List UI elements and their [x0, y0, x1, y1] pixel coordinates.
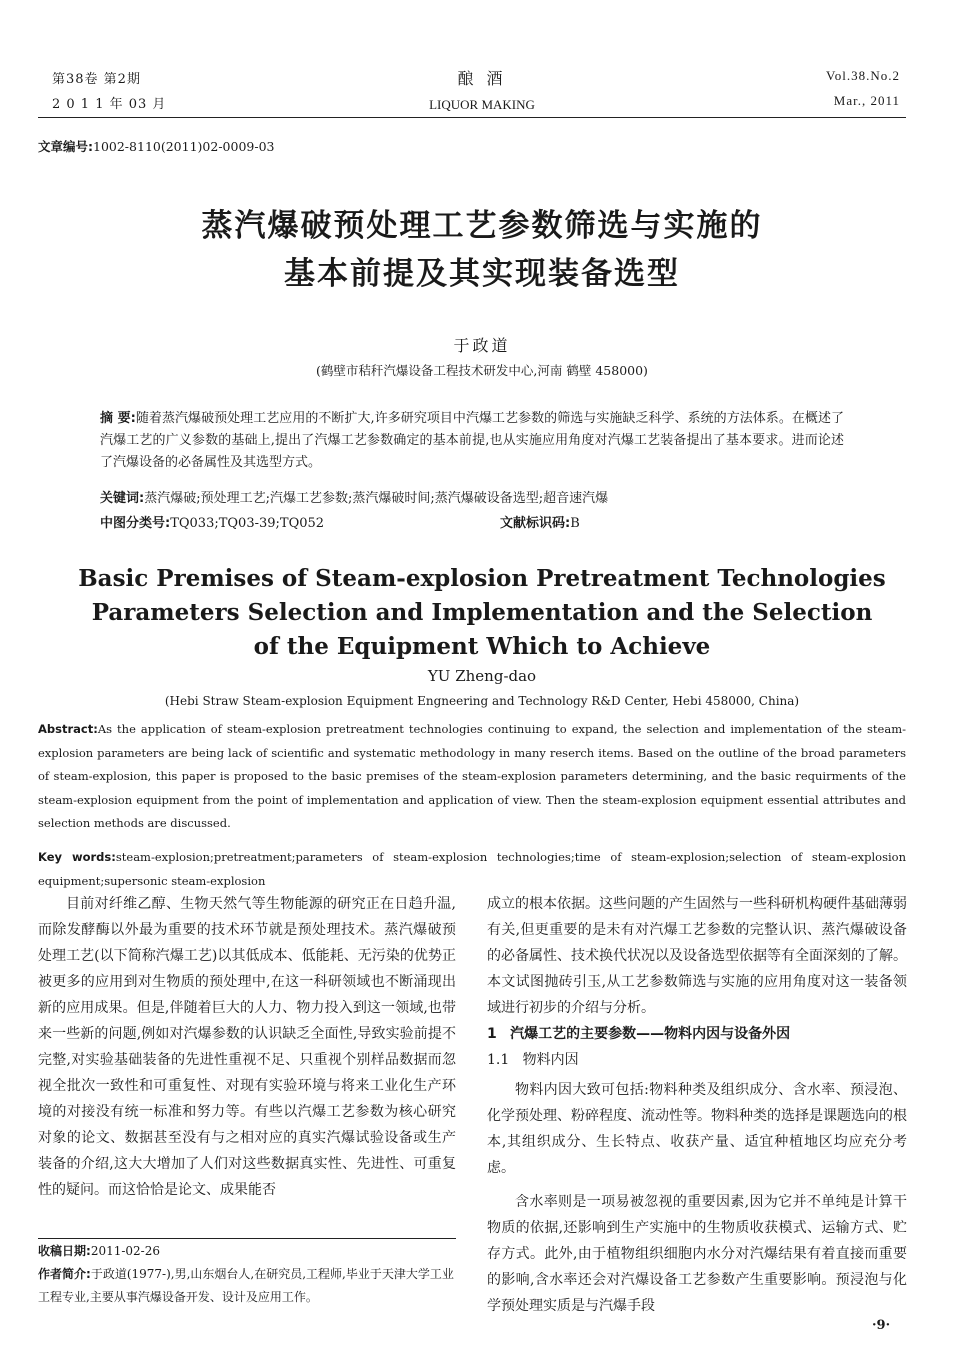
body-right-paragraph-2: 物料内因大致可包括:物料种类及组织成分、含水率、预浸泡、化学预处理、粉碎程度、流动性等。物料种类的选择是课题选向的根本,其组织成分、生长特点、收获产量、适宜种植地区均应充分考虑。 — [487, 1082, 907, 1176]
title-cn-line1: 蒸汽爆破预处理工艺参数筛选与实施的 — [201, 208, 763, 244]
article-number-label: 文章编号: — [38, 139, 93, 154]
abstract-cn-text: 随着蒸汽爆破预处理工艺应用的不断扩大,许多研究项目中汽爆工艺参数的筛选与实施缺乏科学、系统的方法体系。在概述了汽爆工艺的广义参数的基础上,提出了汽爆工艺参数确定的基本前提,也从实施应用角度对汽爆工艺装备提出了基本要求。进而论述了汽爆设备的必备属性及其选型方式。 — [100, 411, 844, 470]
section-heading-1-1 — [487, 1047, 907, 1073]
received-label: 收稿日期: — [38, 1244, 91, 1258]
keywords-en-label: Key words: — [38, 850, 116, 864]
doc-code-label: 文献标识码: — [500, 516, 571, 531]
doc-code-value: B — [570, 516, 580, 531]
section-1-1-number: 1.1 — [487, 1052, 510, 1068]
title-en-line2: Parameters Selection and Implementation and the Selection — [91, 599, 873, 626]
footnote-received — [38, 1240, 456, 1263]
section-1-number: 1 — [487, 1026, 497, 1042]
header-date-cn: 2 0 1 1 年 03 月 — [52, 97, 167, 112]
article-number — [38, 137, 274, 155]
author-en: YU Zheng-dao — [427, 667, 537, 685]
body-right-column — [487, 891, 907, 1319]
body-right-paragraph-1: 成立的根本依据。这些问题的产生固然与一些科研机构硬件基础薄弱有关,但更重要的是未有对汽爆工艺参数的完整认识、蒸汽爆破设备的必备属性、技术换代状况以及设备选型依据等有全面深刻的了解。本文试图抛砖引玉,从工艺参数筛选与实施的应用角度对这一装备领域进行初步的介绍与分析。 — [487, 896, 907, 1016]
article-number-value: 1002-8110(2011)02-0009-03 — [93, 139, 275, 154]
keywords-cn-text: 蒸汽爆破;预处理工艺;汽爆工艺参数;蒸汽爆破时间;蒸汽爆破设备选型;超音速汽爆 — [144, 491, 609, 506]
section-1-1-title: 物料内因 — [522, 1052, 579, 1068]
author-bio: 于政道(1977-),男,山东烟台人,在研究员,工程师,毕业于天津大学工业工程专业,主要从事汽爆设备开发、设计及应用工作。 — [38, 1267, 454, 1304]
header-volume-cn: 第38卷 第2期 — [52, 72, 141, 87]
page-number-value: 9 — [876, 1318, 886, 1333]
received-date: 2011-02-26 — [90, 1244, 160, 1258]
page-number: ·9· — [872, 1318, 891, 1333]
abstract-cn-label: 摘 要: — [100, 411, 136, 426]
doc-code — [500, 513, 580, 535]
abstract-cn — [100, 408, 844, 474]
header-date-en: Mar., 2011 — [833, 93, 900, 108]
footnote-author — [38, 1263, 456, 1309]
footnote-rule — [38, 1238, 456, 1239]
body-right-paragraph-3: 含水率则是一项易被忽视的重要因素,因为它并不单纯是计算干物质的依据,还影响到生产实施中的生物质收获模式、运输方式、贮存方式。此外,由于植物组织细胞内水分对汽爆结果有着直接而重要的影响,含水率还会对汽爆设备工艺参数产生重要影响。预浸泡与化学预处理实质是与汽爆手段 — [487, 1194, 907, 1314]
classification-label: 中图分类号: — [100, 516, 171, 531]
header-rule — [38, 117, 906, 118]
classification-value: TQ033;TQ03-39;TQ052 — [170, 516, 325, 531]
header-journal-cn: 酿 酒 — [457, 69, 507, 88]
affiliation-cn: (鹤壁市秸秆汽爆设备工程技术研发中心,河南 鹤壁 458000) — [316, 363, 648, 378]
section-1-title: 汽爆工艺的主要参数——物料内因与设备外因 — [510, 1026, 791, 1042]
title-en-line1: Basic Premises of Steam-explosion Pretreatment Technologies — [78, 565, 886, 592]
section-heading-1 — [487, 1021, 907, 1047]
title-en-line3: of the Equipment Which to Achieve — [253, 633, 711, 660]
author-cn: 于政道 — [453, 336, 511, 355]
body-left-paragraph: 目前对纤维乙醇、生物天然气等生物能源的研究正在日趋升温,而除发酵酶以外最为重要的技术环节就是预处理技术。蒸汽爆破预处理工艺(以下简称汽爆工艺)以其低成本、低能耗、无污染的优势正被更多的应用到对生物质的预处理中,在这一科研领域也不断涌现出新的应用成果。但是,伴随着巨大的人力、物力投入到这一领域,也带来一些新的问题,例如对汽爆参数的认识缺乏全面性,导致实验前提不完整,对实验基础装备的先进性重视不足、只重视个别样品数据而忽视全批次一致性和可重复性、对现有实验环境与将来工业化生产环境的对接没有统一标准和努力等。有些以汽爆工艺参数为核心研究对象的论文、数据甚至没有与之相对应的真实汽爆试验设备或生产装备的介绍,这大大增加了人们对这些数据真实性、先进性、可重复性的疑问。而这恰恰是论文、成果能否 — [38, 896, 456, 1198]
classification — [100, 513, 844, 535]
author-bio-label: 作者简介: — [38, 1267, 91, 1281]
header-journal-en: LIQUOR MAKING — [429, 97, 535, 112]
abstract-en-text: As the application of steam-explosion pretreatment technologies continuing to expand, the selection and implementation of the steam-explosion parameters are being lack of scientific and systematic methodology in many reserch items. Based on the outline of the broad parameters of steam-explosion, this paper is proposed to the basic premises of the steam-explosion parameters determining, and the basic requirments of the steam-explosion equipment from the point of implementation and application of view. Then the steam-explosion equipment essential attributes and selection methods are discussed. — [38, 722, 906, 830]
abstract-en — [38, 718, 906, 836]
keywords-cn-label: 关键词: — [100, 491, 145, 506]
affiliation-en: (Hebi Straw Steam-explosion Equipment Engneering and Technology R&D Center, Hebi 458000, China) — [164, 694, 800, 708]
keywords-en — [38, 846, 906, 893]
keywords-cn — [100, 488, 844, 510]
keywords-en-text: steam-explosion;pretreatment;parameters of steam-explosion technologies;time of steam-explosion;selection of steam-explosion equipment;supersonic steam-explosion — [38, 850, 906, 888]
abstract-en-label: Abstract: — [38, 722, 98, 736]
header-volume-en: Vol.38.No.2 — [826, 68, 900, 83]
title-cn-line2: 基本前提及其实现装备选型 — [284, 256, 680, 292]
